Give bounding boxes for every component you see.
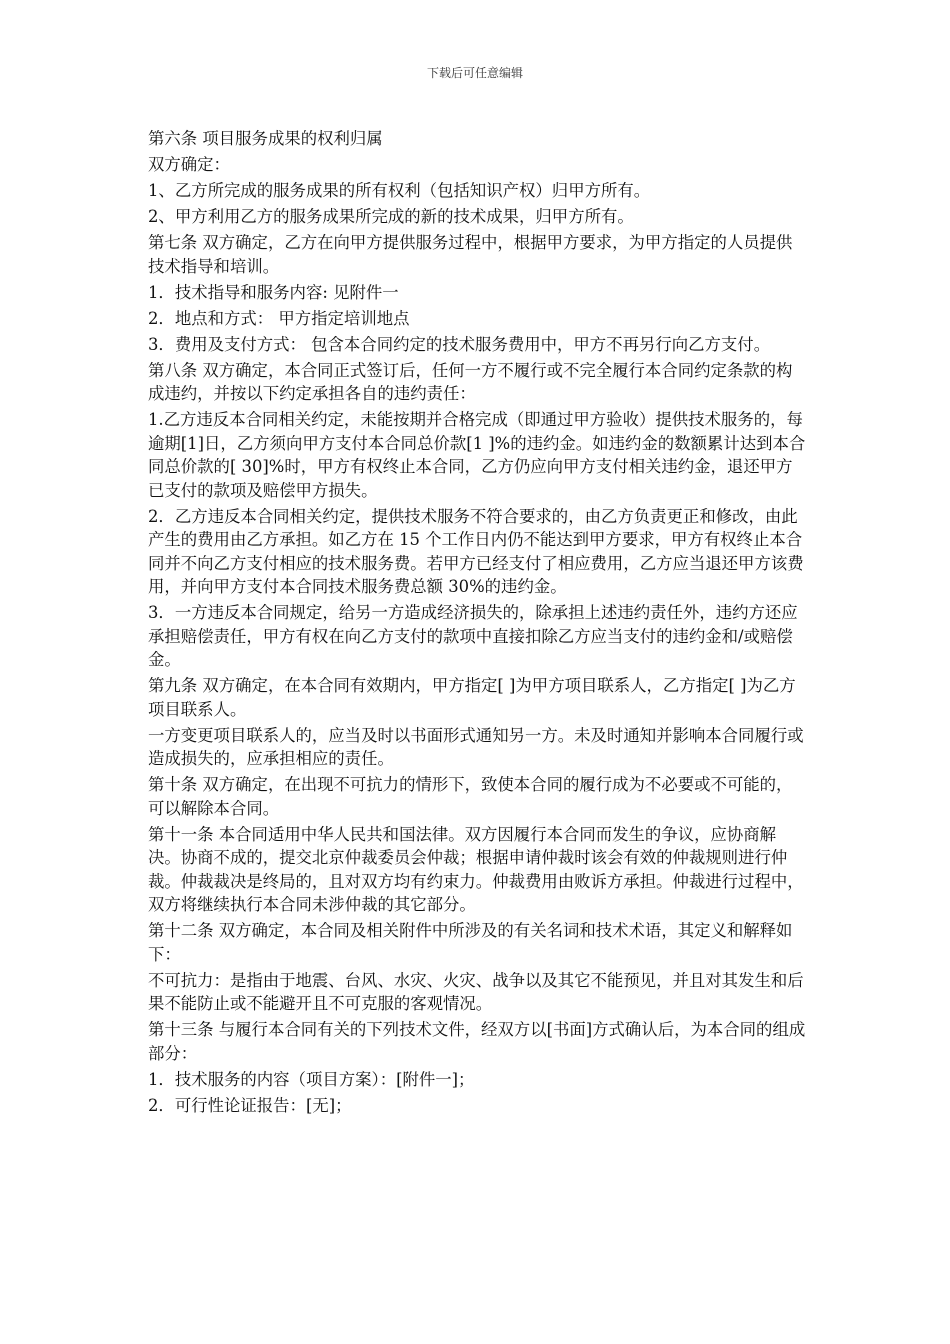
paragraph: 2．乙方违反本合同相关约定，提供技术服务不符合要求的，由乙方负责更正和修改，由此产生的费用由乙方承担。如乙方在 15 个工作日内仍不能达到甲方要求，甲方有权终止本合同并不向乙方支付相应的技术服务费。若甲方已经支付了相应费用，乙方应当退还甲方该费用，并向甲方支付本合同技术服务费总额 30%的违约金。 bbox=[148, 506, 804, 596]
article-8: 第八条 双方确定，本合同正式签订后，任何一方不履行或不完全履行本合同约定条款的构成违约，并按以下约定承担各自的违约责任： bbox=[148, 360, 793, 403]
paragraph: 2、甲方利用乙方的服务成果所完成的新的技术成果，归甲方所有。 bbox=[148, 207, 634, 226]
page-header: 下载后可任意编辑 bbox=[426, 66, 523, 80]
article-11: 第十一条 本合同适用中华人民共和国法律。双方因履行本合同而发生的争议，应协商解决。协商不成的，提交北京仲裁委员会仲裁；根据申请仲裁时该会有效的仲裁规则进行仲裁。仲裁裁决是终局的，且对双方均有约束力。仲裁费用由败诉方承担。仲裁进行过程中，双方将继续执行本合同未涉仲裁的其它部分。 bbox=[148, 824, 804, 914]
paragraph: 2．可行性论证报告：[无]； bbox=[148, 1095, 352, 1115]
paragraph: 1．技术指导和服务内容: 见附件一 bbox=[148, 282, 399, 302]
paragraph: 一方变更项目联系人的，应当及时以书面形式通知另一方。未及时通知并影响本合同履行或造成损失的，应承担相应的责任。 bbox=[148, 725, 804, 768]
paragraph: 1．技术服务的内容（项目方案）：[附件一]； bbox=[148, 1069, 475, 1089]
article-12: 第十二条 双方确定，本合同及相关附件中所涉及的有关名词和技术术语，其定义和解释如下： bbox=[148, 921, 793, 964]
article-9: 第九条 双方确定，在本合同有效期内，甲方指定[ ]为甲方项目联系人，乙方指定[ ]为乙方项目联系人。 bbox=[148, 676, 796, 719]
paragraph: 双方确定： bbox=[148, 155, 230, 174]
article-6-title: 第六条 项目服务成果的权利归属 bbox=[148, 129, 383, 148]
paragraph: 2．地点和方式： 甲方指定培训地点 bbox=[148, 308, 410, 328]
article-13: 第十三条 与履行本合同有关的下列技术文件，经双方以[书面]方式确认后，为本合同的组成部分： bbox=[148, 1020, 806, 1063]
paragraph: 不可抗力：是指由于地震、台风、水灾、火灾、战争以及其它不能预见，并且对其发生和后果不能防止或不能避开且不可克服的客观情况。 bbox=[148, 970, 804, 1013]
article-10: 第十条 双方确定，在出现不可抗力的情形下，致使本合同的履行成为不必要或不可能的，可以解除本合同。 bbox=[148, 775, 793, 818]
paragraph: 3．一方违反本合同规定，给另一方造成经济损失的，除承担上述违约责任外，违约方还应承担赔偿责任，甲方有权在向乙方支付的款项中直接扣除乙方应当支付的违约金和/或赔偿金。 bbox=[148, 603, 798, 669]
paragraph: 3．费用及支付方式： 包含本合同约定的技术服务费用中，甲方不再另行向乙方支付。 bbox=[148, 334, 771, 354]
document-body bbox=[148, 127, 808, 1120]
article-7: 第七条 双方确定，乙方在向甲方提供服务过程中，根据甲方要求，为甲方指定的人员提供技术指导和培训。 bbox=[148, 233, 793, 276]
paragraph: 1、乙方所完成的服务成果的所有权利（包括知识产权）归甲方所有。 bbox=[148, 181, 651, 200]
paragraph: 1.乙方违反本合同相关约定，未能按期并合格完成（即通过甲方验收）提供技术服务的，每逾期[1]日，乙方须向甲方支付本合同总价款[1 ]%的违约金。如违约金的数额累计达到本合同总价款的[ 30]%时，甲方有权终止本合同，乙方仍应向甲方支付相关违约金，退还甲方已支付的款项及赔偿甲方损失。 bbox=[148, 410, 806, 500]
